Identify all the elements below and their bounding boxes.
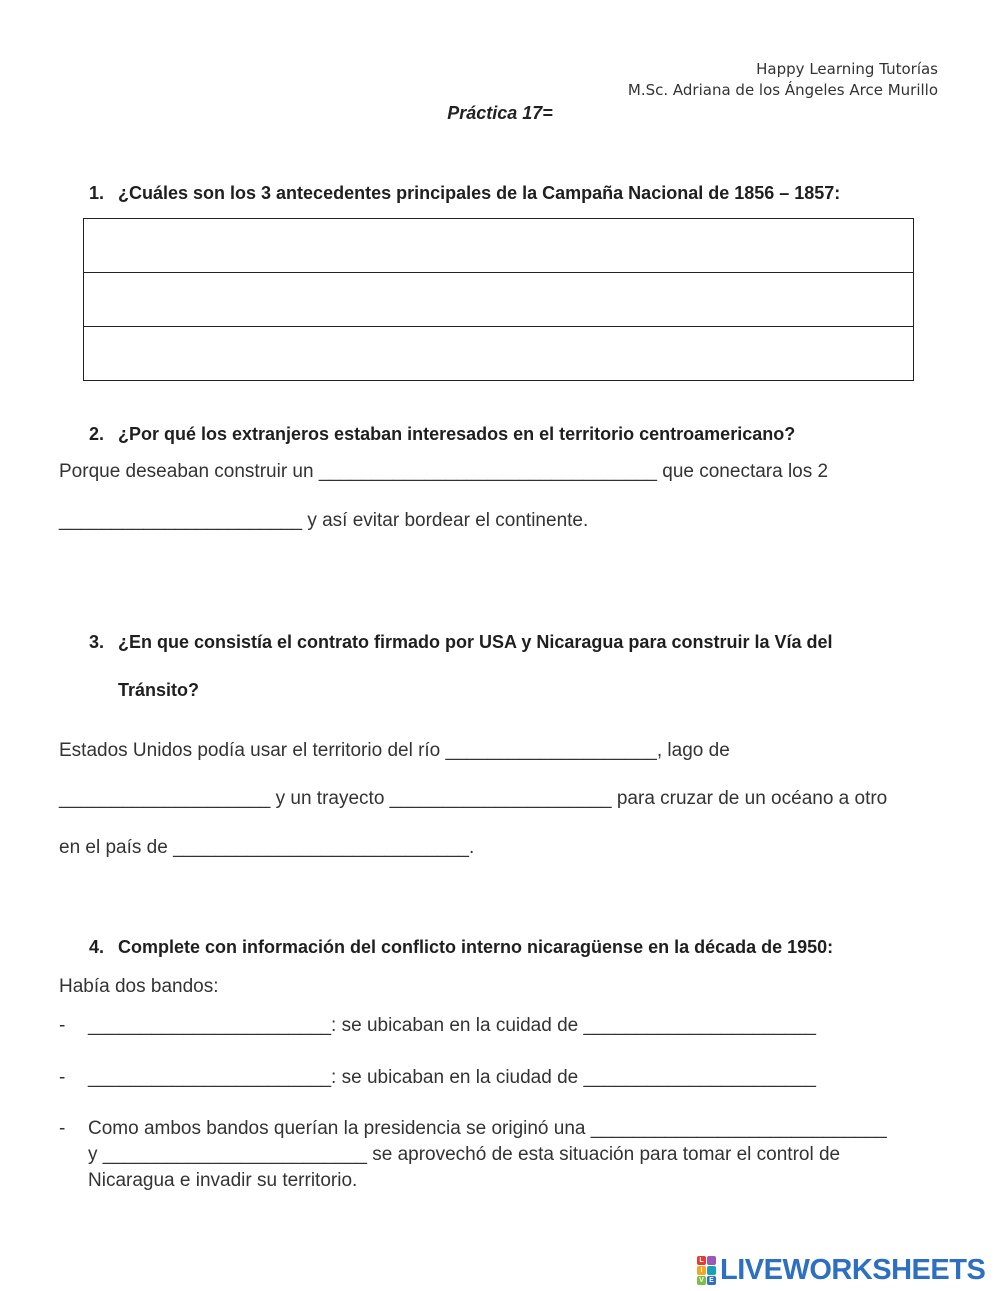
logo-block: V: [697, 1276, 706, 1285]
logo-text: LIVEWORKSHEETS: [720, 1253, 986, 1286]
question-4: [89, 937, 833, 958]
header-author-org: Happy Learning Tutorías: [756, 60, 938, 78]
question-number: 4.: [89, 937, 105, 957]
answer-cell-1[interactable]: [84, 219, 913, 273]
question-2: [89, 424, 795, 445]
q2-answer-line-1[interactable]: Porque deseaban construir un ________________________________ que conectara los 2: [59, 461, 829, 482]
bullet-marker: -: [59, 1067, 66, 1088]
question-text: ¿En que consistía el contrato firmado por USA y Nicaragua para construir la Vía del: [118, 632, 833, 652]
header-author-name: M.Sc. Adriana de los Ángeles Arce Murillo: [627, 81, 938, 99]
q4-intro: Había dos bandos:: [59, 976, 219, 997]
answer-cell-2[interactable]: [84, 273, 913, 327]
logo-block: E: [707, 1276, 716, 1285]
question-1: [89, 183, 840, 204]
question-number: 3.: [89, 632, 105, 652]
liveworksheets-logo: [697, 1255, 985, 1285]
logo-icon: [697, 1256, 716, 1285]
q3-answer-line-1[interactable]: Estados Unidos podía usar el territorio del río ____________________, lago de: [59, 740, 730, 761]
logo-block: [707, 1266, 716, 1275]
logo-block: I: [697, 1266, 706, 1275]
q4-bullet-3-line-3: Nicaragua e invadir su territorio.: [88, 1170, 358, 1191]
bullet-marker: -: [59, 1015, 66, 1036]
question-text: ¿Cuáles son los 3 antecedentes principales de la Campaña Nacional de 1856 – 1857:: [118, 183, 841, 203]
question-text: Complete con información del conflicto interno nicaragüense en la década de 1950:: [118, 937, 834, 957]
answer-table: [83, 218, 914, 381]
question-3-continued: Tránsito?: [118, 680, 200, 700]
q4-bullet-3-line-1[interactable]: Como ambos bandos querían la presidencia se originó una ____________________________: [88, 1118, 887, 1139]
q3-answer-line-3[interactable]: en el país de ____________________________.: [59, 837, 475, 858]
logo-block: [707, 1256, 716, 1265]
answer-cell-3[interactable]: [84, 327, 913, 380]
q2-answer-line-2[interactable]: _______________________ y así evitar bordear el continente.: [59, 510, 589, 531]
question-3: [89, 632, 833, 653]
page-title: Práctica 17=: [447, 103, 553, 123]
q4-bullet-2[interactable]: _______________________: se ubicaban en la ciudad de ______________________: [88, 1067, 816, 1088]
question-number: 1.: [89, 183, 105, 203]
logo-block: L: [697, 1256, 706, 1265]
q3-answer-line-2[interactable]: ____________________ y un trayecto _____________________ para cruzar de un océano a otro: [59, 788, 888, 809]
q4-bullet-1[interactable]: _______________________: se ubicaban en la cuidad de ______________________: [88, 1015, 816, 1036]
bullet-marker: -: [59, 1118, 66, 1139]
question-number: 2.: [89, 424, 105, 444]
q4-bullet-3-line-2[interactable]: y _________________________ se aprovechó de esta situación para tomar el control de: [88, 1144, 841, 1165]
question-text: ¿Por qué los extranjeros estaban interesados en el territorio centroamericano?: [118, 424, 796, 444]
